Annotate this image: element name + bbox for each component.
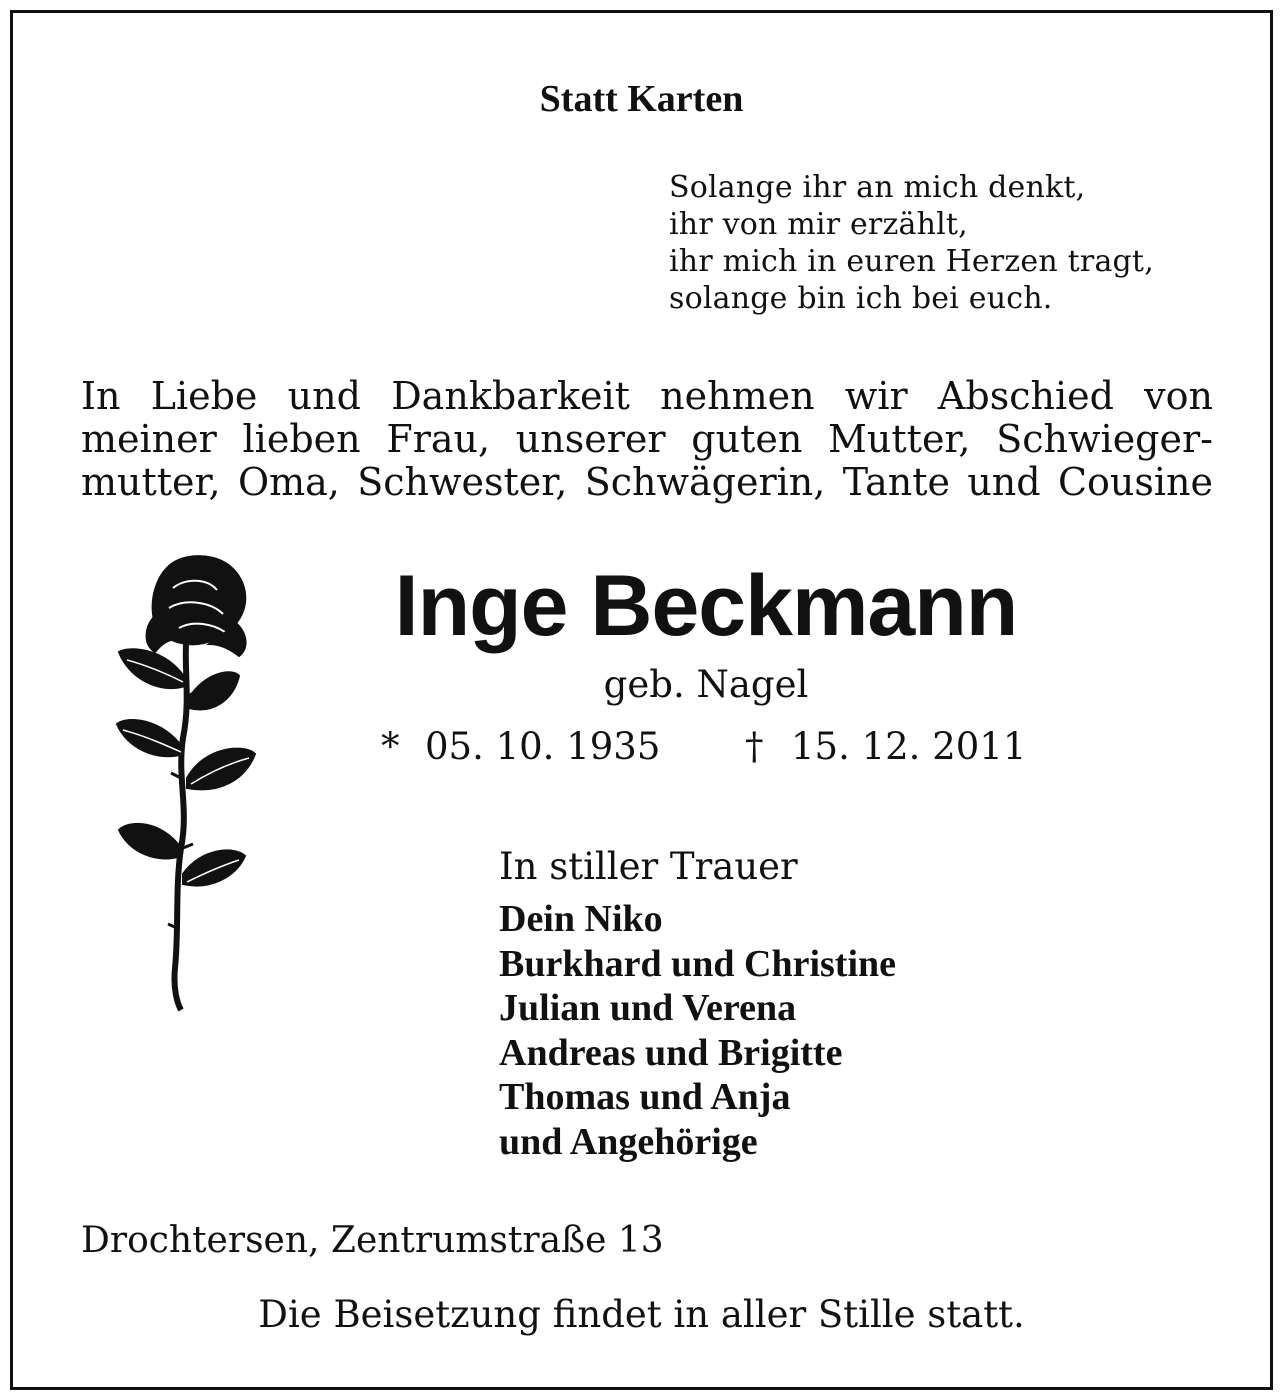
mourners-lead: In stiller Trauer (499, 845, 798, 888)
poem (669, 169, 1154, 317)
funeral-note: Die Beisetzung findet in aller Stille statt. (258, 1293, 1025, 1336)
mourner-name: Dein Niko (499, 898, 663, 940)
birth-symbol: * (381, 725, 400, 768)
mourner-name: und Angehörige (499, 1120, 758, 1163)
poem-line: solange bin ich bei euch. (669, 281, 1053, 316)
mourner-name: Burkhard und Christine (499, 942, 897, 985)
death-symbol: † (745, 725, 764, 768)
mourner-name: Julian und Verena (499, 987, 797, 1029)
intro-line: mutter, Oma, Schwester, Schwägerin, Tante und Cousine (81, 460, 1213, 504)
mourner-name: Thomas und Anja (499, 1076, 791, 1118)
header-title: Statt Karten (539, 78, 744, 120)
intro-line: meiner lieben Frau, unserer guten Mutter, Schwieger- (81, 417, 1213, 461)
intro-text (81, 375, 1213, 504)
intro-line: In Liebe und Dankbarkeit nehmen wir Abschied von (81, 374, 1213, 418)
birth-date: 05. 10. 1935 (425, 725, 661, 768)
poem-line: ihr mich in euren Herzen tragt, (669, 244, 1154, 279)
life-dates (381, 725, 1026, 769)
maiden-name: geb. Nagel (603, 663, 809, 706)
death-date: 15. 12. 2011 (791, 725, 1027, 768)
poem-line: Solange ihr an mich denkt, (669, 170, 1086, 205)
deceased-name: Inge Beckmann (394, 558, 1018, 654)
mourner-name: Andreas und Brigitte (499, 1031, 843, 1074)
poem-line: ihr von mir erzählt, (669, 207, 968, 242)
mourners-list (499, 897, 896, 1164)
obituary-frame (10, 10, 1273, 1390)
address: Drochtersen, Zentrumstraße 13 (81, 1220, 664, 1261)
